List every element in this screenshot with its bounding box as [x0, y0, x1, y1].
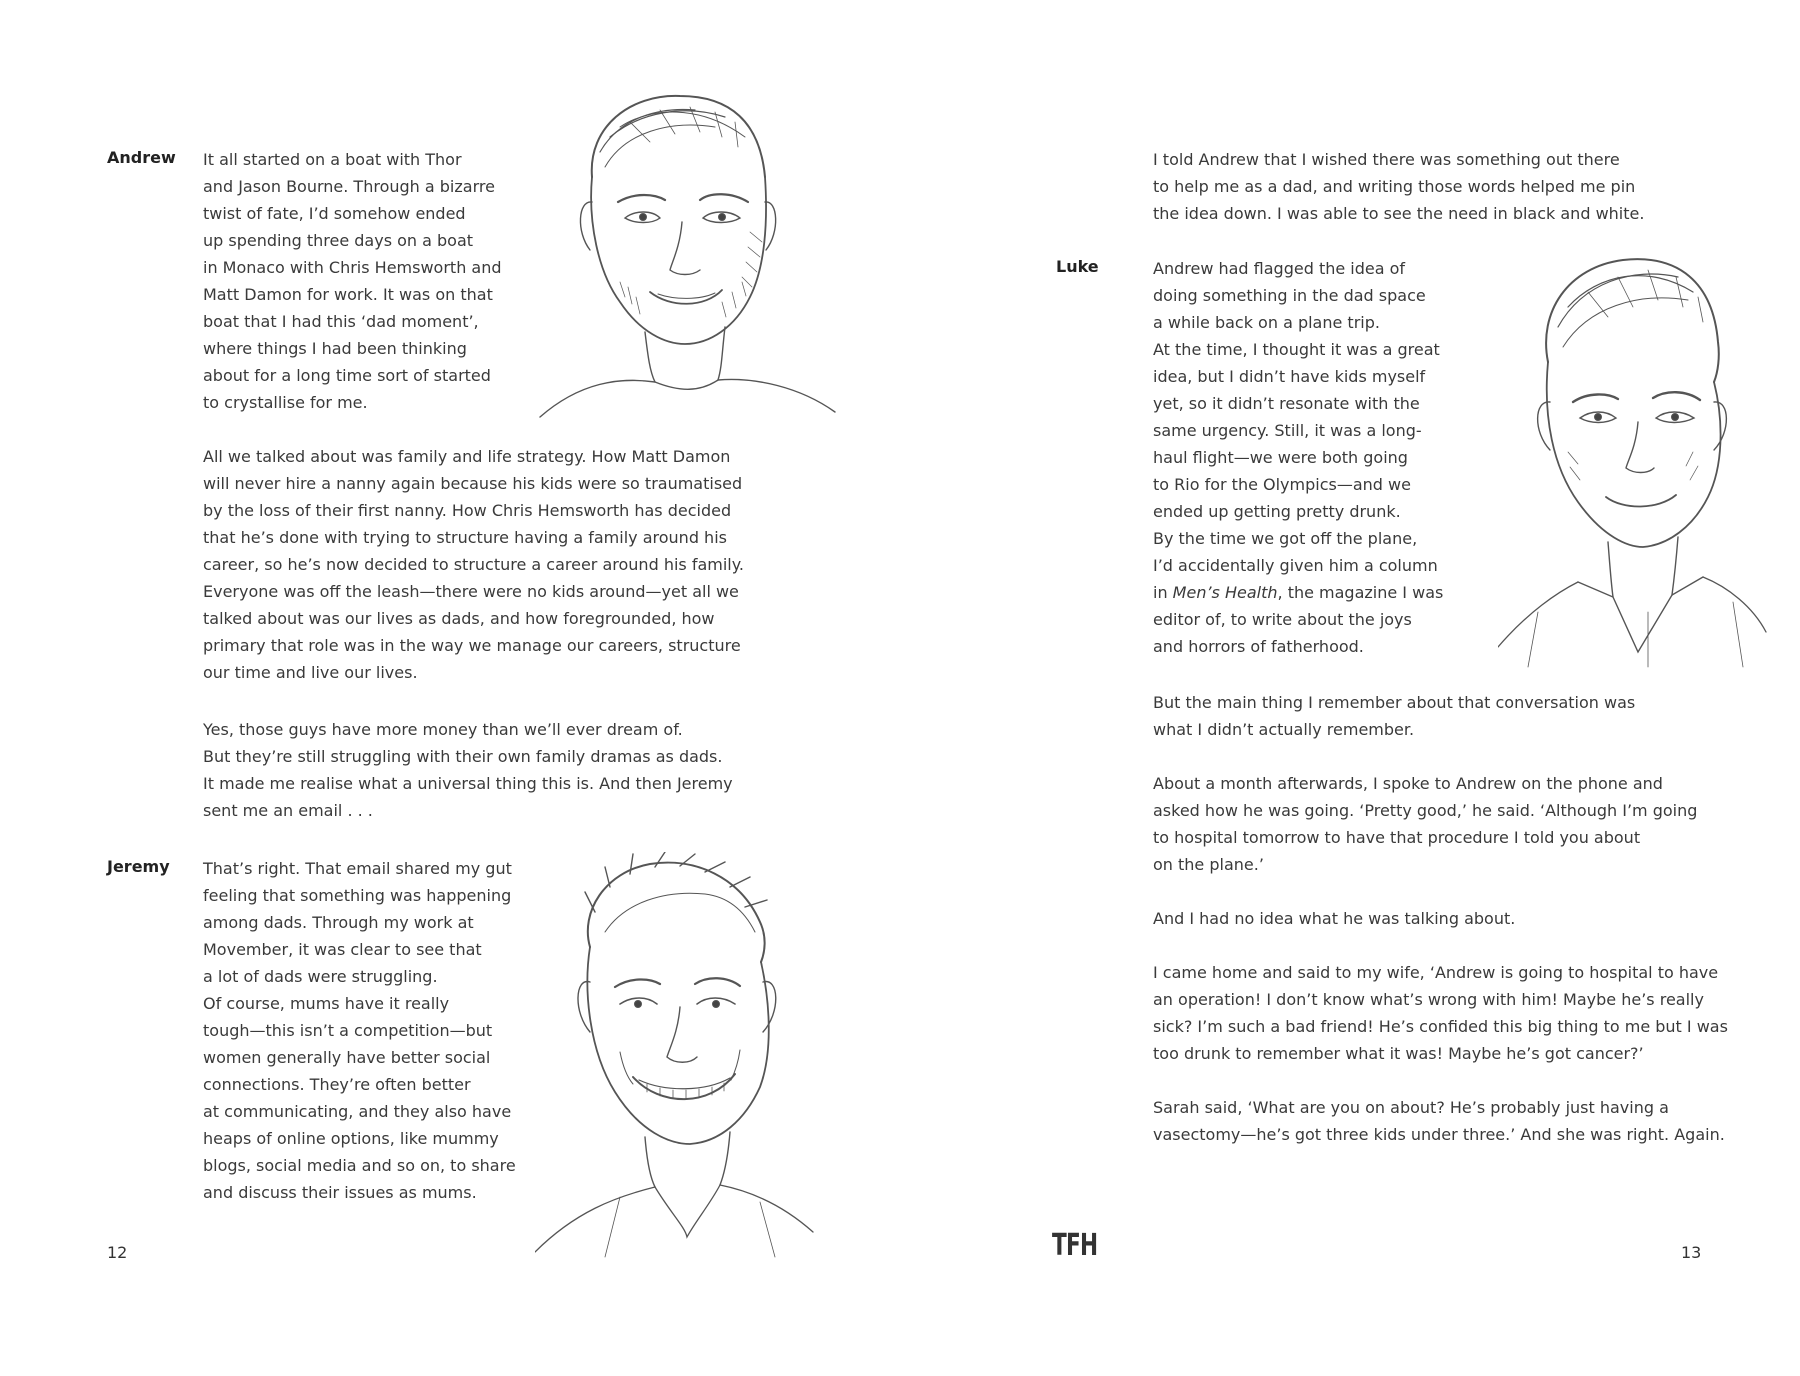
text-line: sick? I’m such a bad friend! He’s confided this big thing to me but I was: [1153, 1017, 1728, 1036]
luke-paragraph-1-lines-after: [1153, 606, 1443, 660]
text-line: on the plane.’: [1153, 855, 1264, 874]
text-line: sent me an email . . .: [203, 801, 373, 820]
text-line: the idea down. I was able to see the need in black and white.: [1153, 204, 1645, 223]
luke-paragraph-2: [1153, 689, 1635, 743]
text-line: to Rio for the Olympics—and we: [1153, 475, 1411, 494]
text-line: doing something in the dad space: [1153, 286, 1426, 305]
andrew-paragraph-2: [203, 443, 744, 686]
text-line: yet, so it didn’t resonate with the: [1153, 394, 1420, 413]
text-line: to help me as a dad, and writing those words helped me pin: [1153, 177, 1636, 196]
speaker-andrew: Andrew: [107, 148, 176, 167]
text-line: a lot of dads were struggling.: [203, 967, 438, 986]
text-line: blogs, social media and so on, to share: [203, 1156, 516, 1175]
text-line: Matt Damon for work. It was on that: [203, 285, 493, 304]
text-line: At the time, I thought it was a great: [1153, 340, 1440, 359]
text-line: an operation! I don’t know what’s wrong with him! Maybe he’s really: [1153, 990, 1704, 1009]
text-line: editor of, to write about the joys: [1153, 610, 1412, 629]
text-line: and Jason Bourne. Through a bizarre: [203, 177, 495, 196]
text-line: what I didn’t actually remember.: [1153, 720, 1415, 739]
jeremy-portrait-sketch: [535, 852, 815, 1262]
jeremy-paragraph-1: [203, 855, 516, 1206]
text-line: I came home and said to my wife, ‘Andrew is going to hospital to have: [1153, 963, 1719, 982]
luke-paragraph-5: [1153, 959, 1728, 1067]
luke-paragraph-3: [1153, 770, 1697, 878]
text-line: at communicating, and they also have: [203, 1102, 512, 1121]
text-line: twist of fate, I’d somehow ended: [203, 204, 466, 223]
text-line: will never hire a nanny again because his kids were so traumatised: [203, 474, 743, 493]
text-line: a while back on a plane trip.: [1153, 313, 1380, 332]
page-number-right: 13: [1681, 1243, 1702, 1262]
luke-paragraph-1-lines-before: [1153, 255, 1443, 579]
text-line: that he’s done with trying to structure having a family around his: [203, 528, 727, 547]
text-line: talked about was our lives as dads, and how foregrounded, how: [203, 609, 715, 628]
text-line: idea, but I didn’t have kids myself: [1153, 367, 1426, 386]
text-line: I’d accidentally given him a column: [1153, 556, 1438, 575]
luke-paragraph-1: [1153, 255, 1443, 660]
text-line: boat that I had this ‘dad moment’,: [203, 312, 479, 331]
text-line: and discuss their issues as mums.: [203, 1183, 477, 1202]
tfh-logo: TFH: [1052, 1228, 1098, 1263]
luke-paragraph-6: [1153, 1094, 1725, 1148]
text-line: among dads. Through my work at: [203, 913, 474, 932]
text-line: That’s right. That email shared my gut: [203, 859, 512, 878]
speaker-luke: Luke: [1056, 257, 1099, 276]
text-line: connections. They’re often better: [203, 1075, 471, 1094]
text-line: primary that role was in the way we manage our careers, structure: [203, 636, 741, 655]
text-line: Sarah said, ‘What are you on about? He’s probably just having a: [1153, 1098, 1669, 1117]
luke-paragraph-4: [1153, 905, 1515, 932]
text-line: vasectomy—he’s got three kids under three.’ And she was right. Again.: [1153, 1125, 1725, 1144]
text-line: by the loss of their first nanny. How Chris Hemsworth has decided: [203, 501, 732, 520]
text-line: haul flight—we were both going: [1153, 448, 1408, 467]
text-line: About a month afterwards, I spoke to Andrew on the phone and: [1153, 774, 1663, 793]
text-line: too drunk to remember what it was! Maybe he’s got cancer?’: [1153, 1044, 1644, 1063]
text-line: By the time we got off the plane,: [1153, 529, 1418, 548]
text-line: Yes, those guys have more money than we’ll ever dream of.: [203, 720, 683, 739]
text-line: to hospital tomorrow to have that procedure I told you about: [1153, 828, 1641, 847]
intro-paragraph: [1153, 146, 1644, 227]
text-line: up spending three days on a boat: [203, 231, 474, 250]
text-line: same urgency. Still, it was a long-: [1153, 421, 1422, 440]
text-line: to crystallise for me.: [203, 393, 368, 412]
text-line: But they’re still struggling with their own family dramas as dads.: [203, 747, 723, 766]
text-line: Of course, mums have it really: [203, 994, 450, 1013]
text-line: feeling that something was happening: [203, 886, 512, 905]
text-line: I told Andrew that I wished there was something out there: [1153, 150, 1620, 169]
right-page: [900, 0, 1800, 1376]
text-line: about for a long time sort of started: [203, 366, 491, 385]
text-line: All we talked about was family and life strategy. How Matt Damon: [203, 447, 731, 466]
page-number-left: 12: [107, 1243, 128, 1262]
text-line: our time and live our lives.: [203, 663, 418, 682]
text-line: But the main thing I remember about that conversation was: [1153, 693, 1636, 712]
text-line: It all started on a boat with Thor: [203, 150, 462, 169]
text-line: It made me realise what a universal thing this is. And then Jeremy: [203, 774, 733, 793]
text-line: asked how he was going. ‘Pretty good,’ he said. ‘Although I’m going: [1153, 801, 1698, 820]
andrew-paragraph-1: [203, 146, 502, 416]
andrew-portrait-sketch: [510, 82, 850, 427]
luke-magazine-line: [1153, 579, 1443, 606]
text-line: heaps of online options, like mummy: [203, 1129, 499, 1148]
text-line: women generally have better social: [203, 1048, 491, 1067]
text-line: career, so he’s now decided to structure a career around his family.: [203, 555, 745, 574]
andrew-paragraph-3: [203, 716, 733, 824]
text-line: in Monaco with Chris Hemsworth and: [203, 258, 502, 277]
speaker-jeremy: Jeremy: [107, 857, 170, 876]
magazine-title: Men’s Health: [1172, 583, 1278, 602]
text-line: Everyone was off the leash—there were no kids around—yet all we: [203, 582, 739, 601]
luke-portrait-sketch: [1498, 252, 1768, 672]
magazine-suffix: , the magazine I was: [1277, 583, 1444, 602]
text-line: where things I had been thinking: [203, 339, 467, 358]
text-line: ended up getting pretty drunk.: [1153, 502, 1401, 521]
text-line: tough—this isn’t a competition—but: [203, 1021, 493, 1040]
text-line: and horrors of fatherhood.: [1153, 637, 1364, 656]
text-line: Andrew had flagged the idea of: [1153, 259, 1406, 278]
text-line: And I had no idea what he was talking about.: [1153, 909, 1516, 928]
magazine-prefix: in: [1153, 583, 1173, 602]
text-line: Movember, it was clear to see that: [203, 940, 482, 959]
